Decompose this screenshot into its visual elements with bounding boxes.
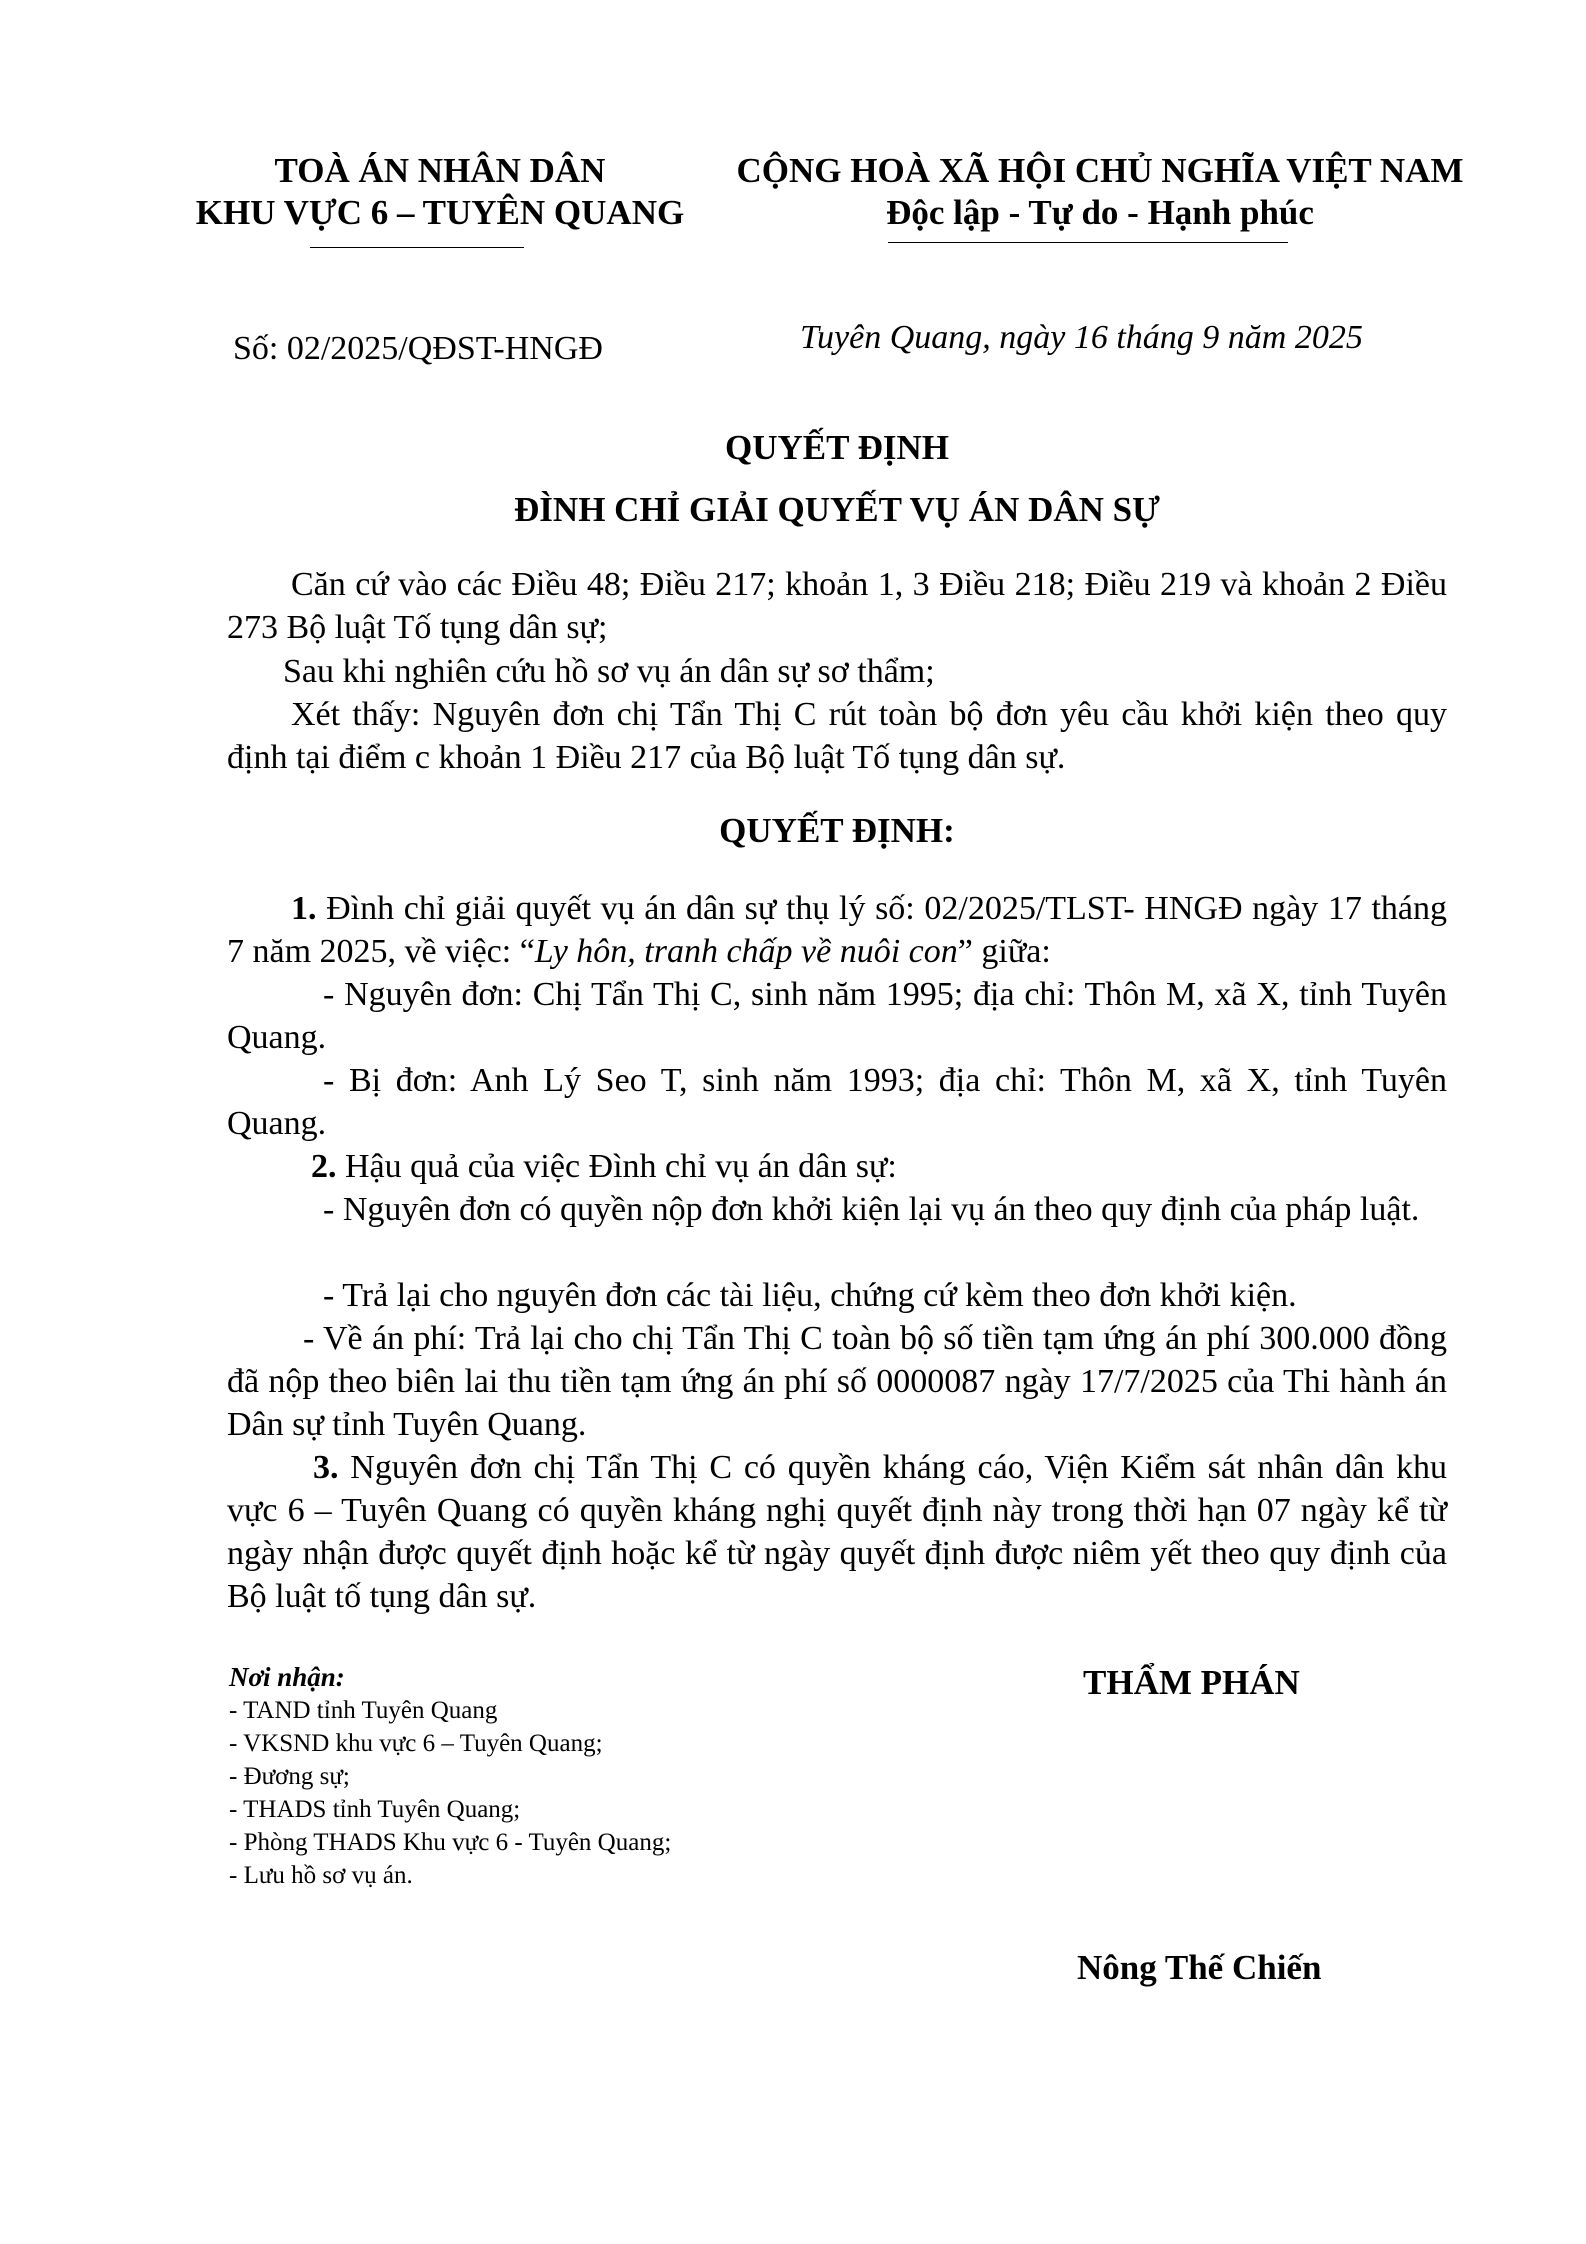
national-motto: [720, 150, 1480, 234]
finding-statement: Xét thấy: Nguyên đơn chị Tẩn Thị C rút toàn bộ đơn yêu cầu khởi kiện theo quy định tại điểm c khoản 1 Điều 217 của Bộ luật Tố tụng dân sự.: [227, 696, 1447, 776]
court-line-1: TOÀ ÁN NHÂN DÂN: [274, 151, 606, 190]
decision-item-3: [227, 1446, 1447, 1618]
item-1-number: 1.: [291, 890, 317, 927]
recipient-item: - TAND tỉnh Tuyên Quang: [229, 1697, 498, 1724]
recipient-item: - THADS tỉnh Tuyên Quang;: [229, 1796, 521, 1823]
item-2-number: 2.: [311, 1148, 337, 1185]
item-2-text: Hậu quả của việc Đình chỉ vụ án dân sự:: [336, 1148, 897, 1185]
motto-line: Độc lập - Tự do - Hạnh phúc: [886, 193, 1314, 232]
item-1-text: Đình chỉ giải quyết vụ án dân sự thụ lý số: 02/2025/TLST- HNGĐ ngày 17 tháng 7 năm 2025, về việc: “: [227, 890, 1447, 970]
recipient-item: - Phòng THADS Khu vực 6 - Tuyên Quang;: [229, 1829, 672, 1856]
nation-line: CỘNG HOÀ XÃ HỘI CHỦ NGHĨA VIỆT NAM: [736, 151, 1464, 190]
recipient-item: - Đương sự;: [229, 1763, 350, 1790]
item-3-text: Nguyên đơn chị Tẩn Thị C có quyền kháng cáo, Viện Kiểm sát nhân dân khu vực 6 – Tuyên Quang có quyền kháng nghị quyết định này trong thời hạn 07 ngày kể từ ngày nhận được quyết định hoặc kể từ ngày quyết định được niêm yết theo quy định của Bộ luật tố tụng dân sự.: [227, 1449, 1447, 1615]
legal-basis: Căn cứ vào các Điều 48; Điều 217; khoản 1, 3 Điều 218; Điều 219 và khoản 2 Điều 273 Bộ luật Tố tụng dân sự;: [227, 566, 1447, 646]
item-1-text-end: ” giữa:: [957, 933, 1051, 970]
document-title: QUYẾT ĐỊNH: [725, 428, 949, 467]
place-date: Tuyên Quang, ngày 16 tháng 9 năm 2025: [800, 319, 1363, 356]
review-statement: Sau khi nghiên cứu hồ sơ vụ án dân sự sơ thẩm;: [283, 653, 935, 690]
document-subtitle: ĐÌNH CHỈ GIẢI QUYẾT VỤ ÁN DÂN SỰ: [514, 490, 1160, 529]
recipients-block: [229, 1660, 671, 1892]
consequence-return-docs: - Trả lại cho nguyên đơn các tài liệu, chứng cứ kèm theo đơn khởi kiện.: [323, 1277, 1297, 1314]
court-line-2: KHU VỰC 6 – TUYÊN QUANG: [195, 193, 685, 232]
motto-underline: [888, 242, 1288, 243]
court-fee-refund: - Về án phí: Trả lại cho chị Tẩn Thị C toàn bộ số tiền tạm ứng án phí 300.000 đồng đã nộp theo biên lai thu tiền tạm ứng án phí số 0000087 ngày 17/7/2025 của Thi hành án Dân sự tỉnh Tuyên Quang.: [227, 1320, 1447, 1443]
plaintiff-info: - Nguyên đơn: Chị Tẩn Thị C, sinh năm 1995; địa chỉ: Thôn M, xã X, tỉnh Tuyên Quang.: [227, 976, 1447, 1056]
recipients-heading: Nơi nhận:: [229, 1662, 345, 1692]
court-name: [160, 150, 720, 234]
decision-heading: QUYẾT ĐỊNH:: [719, 811, 955, 850]
signer-name: Nông Thế Chiến: [1077, 1948, 1322, 1987]
item-3-number: 3.: [313, 1449, 339, 1486]
signer-role: THẨM PHÁN: [1083, 1663, 1300, 1702]
recipient-item: - VKSND khu vực 6 – Tuyên Quang;: [229, 1730, 603, 1757]
document-number: Số: 02/2025/QĐST-HNGĐ: [233, 330, 603, 367]
defendant-info: - Bị đơn: Anh Lý Seo T, sinh năm 1993; địa chỉ: Thôn M, xã X, tỉnh Tuyên Quang.: [227, 1062, 1447, 1142]
decision-item-2: [227, 1145, 1447, 1188]
court-underline: [310, 247, 524, 248]
recipient-item: - Lưu hồ sơ vụ án.: [229, 1862, 413, 1889]
case-subject: Ly hôn, tranh chấp về nuôi con: [534, 933, 958, 970]
decision-item-1: [227, 887, 1447, 973]
consequence-refile: - Nguyên đơn có quyền nộp đơn khởi kiện lại vụ án theo quy định của pháp luật.: [323, 1191, 1420, 1228]
